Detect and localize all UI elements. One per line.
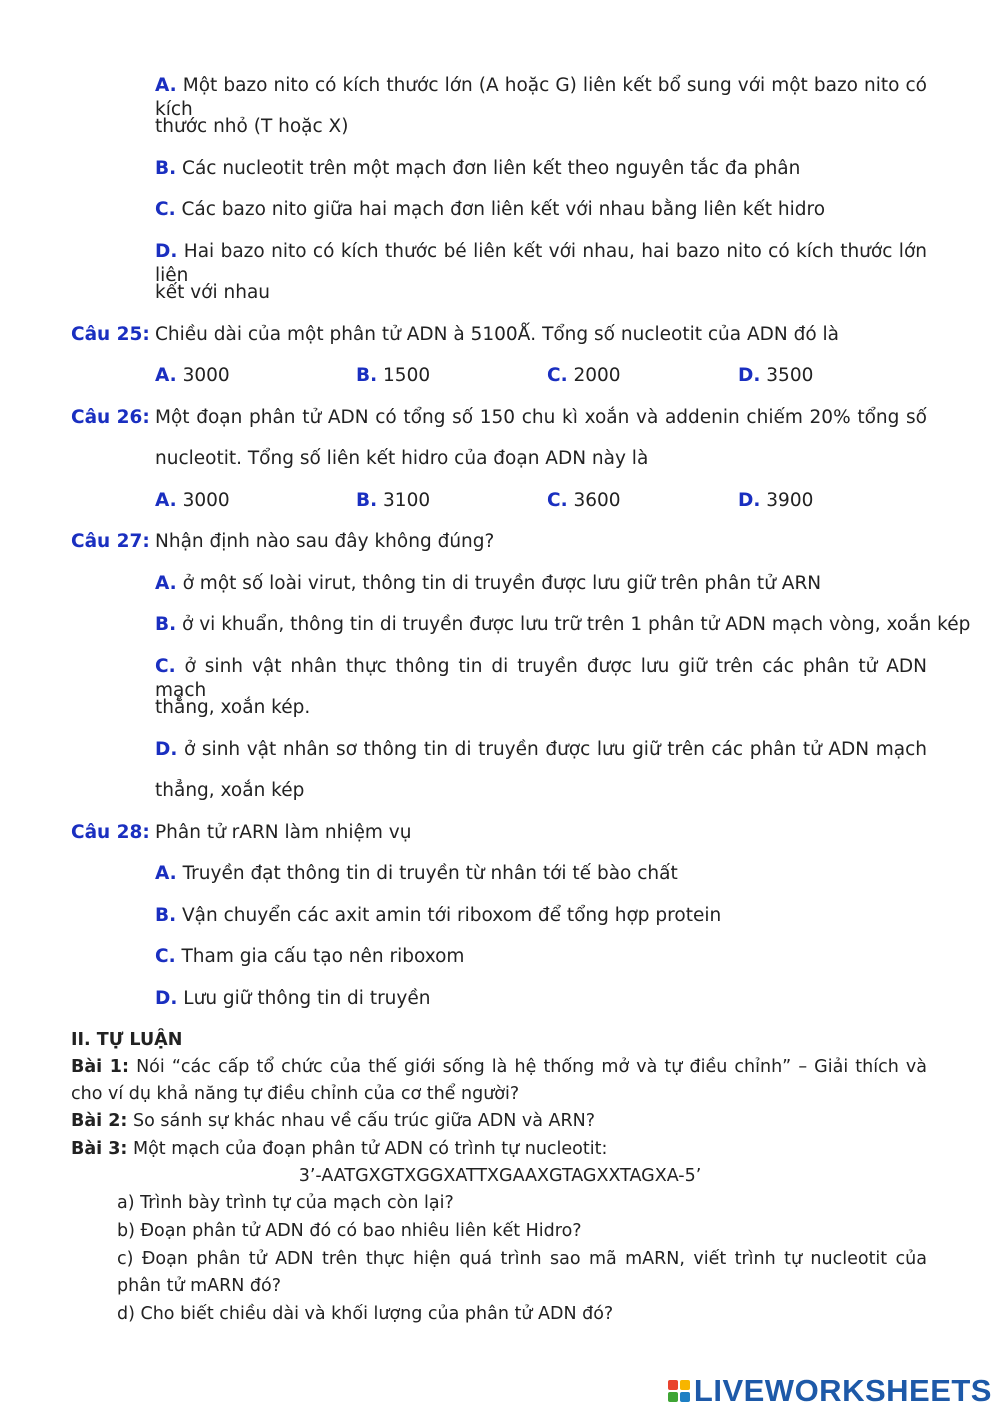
q24-option-a-line2: thước nhỏ (T hoặc X) — [155, 116, 349, 137]
q27-option-d-line1 — [155, 738, 927, 762]
q27-option-c-text: ở sinh vật nhân thực thông tin di truyền được lưu giữ trên các phân tử ADN mạch — [155, 656, 927, 701]
q25-option-b-label: B. — [356, 365, 378, 386]
bai2-text: So sánh sự khác nhau về cấu trúc giữa ADN và ARN? — [133, 1111, 596, 1131]
logo-blocks-icon — [668, 1380, 690, 1402]
q24-option-d-line2: kết với nhau — [155, 282, 271, 303]
logo-text: LIVEWORKSHEETS — [693, 1373, 992, 1408]
q24-option-d-line1 — [155, 240, 927, 288]
q26-option-a-text: 3000 — [182, 490, 230, 511]
bai3-sub-d: d) Cho biết chiều dài và khối lượng của phân tử ADN đó? — [117, 1304, 614, 1324]
q24-option-d-text: Hai bazo nito có kích thước bé liên kết với nhau, hai bazo nito có kích thước lớn liên — [155, 241, 927, 286]
bai1-line1 — [71, 1054, 927, 1080]
q25-option-b-text: 1500 — [383, 365, 431, 386]
bai3-sub-c-line2: phân tử mARN đó? — [117, 1276, 282, 1296]
q28-option-a — [155, 862, 678, 886]
q28-option-d-label: D. — [155, 988, 178, 1009]
q24-option-c — [155, 198, 825, 222]
q25-option-c — [547, 364, 621, 388]
q26-option-a-label: A. — [155, 490, 177, 511]
q27-option-a — [155, 572, 821, 596]
q24-option-d-label: D. — [155, 241, 178, 262]
q25-option-d-label: D. — [738, 365, 761, 386]
q27-option-b-label: B. — [155, 614, 177, 635]
q26-option-a — [155, 489, 230, 513]
q24-option-b-label: B. — [155, 158, 177, 179]
q28-option-c — [155, 945, 464, 969]
essay-heading: II. TỰ LUẬN — [71, 1030, 183, 1050]
q28-option-c-label: C. — [155, 946, 176, 967]
q28-label: Câu 28: — [71, 822, 150, 843]
bai3-sub-b: b) Đoạn phân tử ADN đó có bao nhiêu liên kết Hidro? — [117, 1221, 582, 1241]
q26-option-d — [738, 489, 813, 513]
bai1-text: Nói “các cấp tổ chức của thế giới sống là hệ thống mở và tự điều chỉnh” – Giải thích và — [136, 1057, 927, 1077]
dna-sequence: 3’-AATGXGTXGGXATTXGAAXGTAGXXTAGXA-5’ — [298, 1166, 702, 1186]
q27-stem: Nhận định nào sau đây không đúng? — [155, 531, 495, 552]
q26-option-c-text: 3600 — [573, 490, 621, 511]
q25-option-a-text: 3000 — [182, 365, 230, 386]
q27-option-a-text: ở một số loài virut, thông tin di truyền được lưu giữ trên phân tử ARN — [182, 573, 822, 594]
q25-option-c-text: 2000 — [573, 365, 621, 386]
q26-option-b — [356, 489, 430, 513]
q25-stem: Chiều dài của một phân tử ADN à 5100Ǻ. Tổng số nucleotit của ADN đó là — [155, 324, 840, 345]
q27-option-d-label: D. — [155, 739, 178, 760]
q28-stem: Phân tử rARN làm nhiệm vụ — [155, 822, 412, 843]
q25-option-d-text: 3500 — [766, 365, 814, 386]
liveworksheets-logo — [668, 1371, 992, 1411]
q27-option-b — [155, 613, 970, 637]
q27-option-c-line2: thẳng, xoắn kép. — [155, 697, 311, 718]
q28-option-a-text: Truyền đạt thông tin di truyền từ nhân tới tế bào chất — [182, 863, 678, 884]
q24-option-c-text: Các bazo nito giữa hai mạch đơn liên kết với nhau bằng liên kết hidro — [181, 199, 826, 220]
bai3 — [71, 1136, 607, 1162]
q24-option-b — [155, 157, 800, 181]
q25-label: Câu 25: — [71, 324, 150, 345]
q27-option-d-line2: thẳng, xoắn kép — [155, 780, 305, 801]
bai3-label: Bài 3: — [71, 1139, 128, 1159]
q28-option-c-text: Tham gia cấu tạo nên riboxom — [181, 946, 465, 967]
q27-option-c-label: C. — [155, 656, 176, 677]
q25-option-a-label: A. — [155, 365, 177, 386]
bai1-line2: cho ví dụ khả năng tự điều chỉnh của cơ thể người? — [71, 1084, 520, 1104]
q28-option-b-text: Vận chuyển các axit amin tới riboxom để tổng hợp protein — [182, 905, 722, 926]
q25-option-c-label: C. — [547, 365, 568, 386]
bai2-label: Bài 2: — [71, 1111, 128, 1131]
q27-label: Câu 27: — [71, 531, 150, 552]
q25-option-a — [155, 364, 230, 388]
q25-option-d — [738, 364, 813, 388]
q26-option-b-label: B. — [356, 490, 378, 511]
q27-option-d-text: ở sinh vật nhân sơ thông tin di truyền được lưu giữ trên các phân tử ADN mạch — [184, 739, 927, 760]
q26-option-c-label: C. — [547, 490, 568, 511]
q26-stem-line2: nucleotit. Tổng số liên kết hidro của đoạn ADN này là — [155, 448, 649, 469]
q28-option-a-label: A. — [155, 863, 177, 884]
q24-option-b-text: Các nucleotit trên một mạch đơn liên kết theo nguyên tắc đa phân — [182, 158, 801, 179]
q26-stem-line1: Một đoạn phân tử ADN có tổng số 150 chu kì xoắn và addenin chiếm 20% tổng số — [155, 407, 927, 428]
q28-option-b-label: B. — [155, 905, 177, 926]
bai3-sub-a: a) Trình bày trình tự của mạch còn lại? — [117, 1193, 454, 1213]
q28-option-b — [155, 904, 721, 928]
q24-option-c-label: C. — [155, 199, 176, 220]
q27-option-a-label: A. — [155, 573, 177, 594]
q27-option-b-text: ở vi khuẩn, thông tin di truyền được lưu trữ trên 1 phân tử ADN mạch vòng, xoắn kép — [182, 614, 971, 635]
bai2 — [71, 1108, 595, 1134]
q26-option-b-text: 3100 — [383, 490, 431, 511]
q28-option-d — [155, 987, 430, 1011]
bai3-sub-c-line1: c) Đoạn phân tử ADN trên thực hiện quá trình sao mã mARN, viết trình tự nucleotit của — [117, 1249, 927, 1269]
q26-option-d-label: D. — [738, 490, 761, 511]
q24-option-a-text: Một bazo nito có kích thước lớn (A hoặc G) liên kết bổ sung với một bazo nito có kích — [155, 75, 927, 120]
q26-option-c — [547, 489, 621, 513]
bai1-label: Bài 1: — [71, 1057, 129, 1077]
q25-option-b — [356, 364, 430, 388]
bai3-text: Một mạch của đoạn phân tử ADN có trình tự nucleotit: — [133, 1139, 608, 1159]
q26-option-d-text: 3900 — [766, 490, 814, 511]
q26-label: Câu 26: — [71, 407, 150, 428]
q28-option-d-text: Lưu giữ thông tin di truyền — [183, 988, 431, 1009]
q24-option-a-label: A. — [155, 75, 177, 96]
